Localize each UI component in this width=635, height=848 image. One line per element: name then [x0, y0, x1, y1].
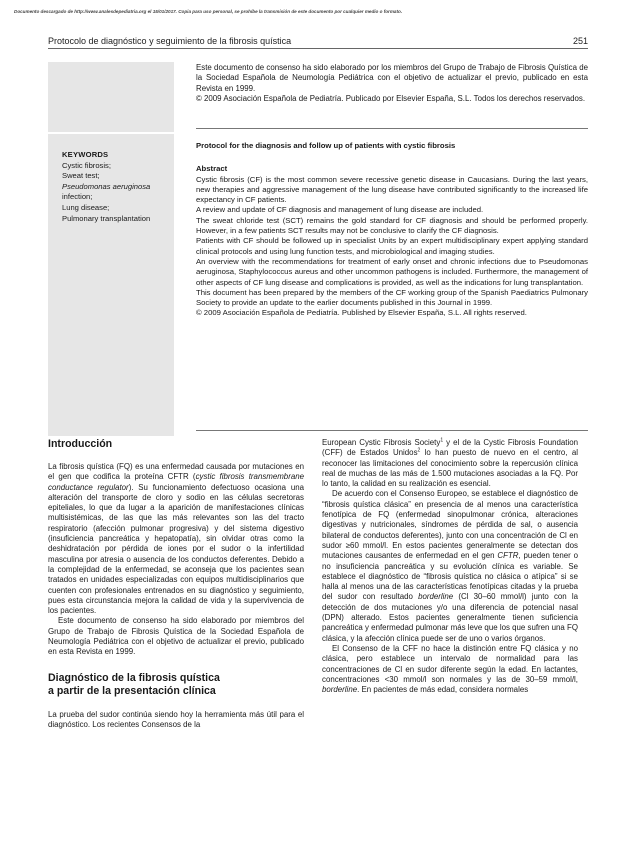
left-column	[48, 438, 304, 730]
right-column	[322, 438, 578, 695]
copyright-spanish: © 2009 Asociación Española de Pediatría. Publicado por Elsevier España, S.L. Todos los derechos reservados.	[196, 93, 586, 103]
abstract-label: Abstract	[196, 164, 228, 174]
keyword-item: Pulmonary transplantation	[62, 213, 151, 223]
header-rule	[48, 48, 588, 49]
abstract-paragraph: A review and update of CF diagnosis and management of lung disease are included.	[196, 205, 484, 215]
section-title-diagnosis: Diagnóstico de la fibrosis quística a partir de la presentación clínica	[48, 671, 220, 697]
abstract-separator	[196, 128, 588, 129]
keyword-item: Sweat test;	[62, 171, 100, 181]
download-notice: Documento descargado de http://www.analesdepediatria.org el 15/01/2017. Copia para uso personal, se prohíbe la transmisión de este documento por cualquier medio o formato.	[14, 9, 403, 14]
abstract-spanish	[196, 63, 588, 104]
copyright-english: © 2009 Asociación Española de Pediatría. Published by Elsevier España, S.L. All rights reserved.	[196, 308, 527, 318]
abstract-end-rule	[196, 430, 588, 431]
keywords-box	[62, 150, 162, 224]
keyword-item: Lung disease;	[62, 202, 110, 212]
intro-paragraph-1: La fibrosis quística (FQ) es una enfermedad causada por mutaciones en el gen que codifica la proteína CFTR (cystic fibrosis transmembrane conductance regulator). Su funcionamiento defectuoso ocasiona una alteración del transporte de cloro y sodio en las células secretoras epiteliales, lo que da lugar a la aparición de manifestaciones clínicas multisistémicas, de las que las más relevantes son las del tracto respiratorio (afección pulmonar progresiva) y del sistema digestivo (insuficiencia pancreática y hepatopatía), sin olvidar otras como la deshidratación por pérdida de iones por el sudor o la infertilidad masculina por atresia o ausencia de los conductos deferentes. Debido a la complejidad de la enfermedad, se aconseja que los pacientes sean tratados en unidades especializadas con equipos multidisciplinarios que cuenten con profesionales entrenados en su diagnóstico y seguimiento, pues esta circunstancia mejora la calidad de vida y la supervivencia de los pacientes.	[48, 462, 304, 616]
abstract-paragraph: Patients with CF should be followed up in specialist Units by an expert multidisciplinary expert applying standard clinical protocols and using lung function tests, and microbiological and imaging studies.	[196, 236, 588, 256]
page-number: 251	[572, 36, 588, 46]
abstract-spanish-text: Este documento de consenso ha sido elaborado por los miembros del Grupo de Trabajo de Fibrosis Quística de la Sociedad Española de Neumología Pediátrica con el objetivo de actualizar el previo, publicado en esta Revista en 1999.	[196, 63, 588, 93]
abstract-paragraph: This document has been prepared by the members of the CF working group of the Spanish Paediatrics Pulmonary Society to provide an update to the earlier documents published in this Journal in 1999.	[196, 287, 588, 308]
abstract-sidebar-top	[48, 62, 174, 132]
abstract-paragraph: Cystic fibrosis (CF) is the most common severe recessive genetic disease in Caucasians. During the last years, new therapies and aggressive management of the lung disease have contributed significantly to the increased life expectancy in CF patients.	[196, 174, 588, 205]
keyword-rest: infection;	[62, 192, 93, 202]
reference-1: 1	[440, 437, 444, 444]
english-title: Protocol for the diagnosis and follow up of patients with cystic fibrosis	[196, 141, 456, 150]
abstract-paragraph: An overview with the recommendations for treatment of early onset and chronic infections due to Pseudomonas aeruginosa, Staphylococcus aureus and other uncommon pathogens is included. Furthermore, the management of other aspects of CF lung disease and complications is provided, as well as the indications for lung transplantation.	[196, 256, 588, 287]
abstract-english	[196, 141, 588, 319]
body-paragraph: El Consenso de la CFF no hace la distinción entre FQ clásica y no clásica, pero establece un intervalo de normalidad para las concentraciones de Cl en sudor diferente según la edad. En lactantes, concentraciones <30 mmol/l son normales y las de 30–59 mmol/l, borderline. En pacientes de más edad, considera normales	[322, 643, 578, 695]
intro-paragraph-2: Este documento de consenso ha sido elaborado por miembros del Grupo de Trabajo de Fibrosis Quística de la Sociedad Española de Neumología Pediátrica con el objetivo de actualizar el previo, publicado en esta Revista en 1999.	[48, 616, 304, 657]
keyword-item: Cystic fibrosis;	[62, 160, 111, 170]
body-paragraph: European Cystic Fibrosis Society$^1$ y el de la Cystic Fibrosis Foundation (CFF) de Estados Unidos$^2$ lo han puesto de nuevo en el centro, al reconocer las limitaciones del conocimiento sobre la repercusión clínica real de muchas de las más de 1.500 mutaciones asociadas a la FQ. Por lo tanto, la calidad en su realización es esencial.	[322, 437, 578, 489]
diagnosis-paragraph: La prueba del sudor continúa siendo hoy la herramienta más útil para el diagnóstico. Los recientes Consensos de la	[48, 709, 304, 729]
keyword-item	[62, 182, 162, 203]
abstract-paragraph: The sweat chloride test (SCT) remains the gold standard for CF diagnosis and should be performed properly. However, in a few patients SCT results may not be conclusive to clarify the CF diagnosis.	[196, 215, 588, 236]
body-paragraph: De acuerdo con el Consenso Europeo, se establece el diagnóstico de “fibrosis quística clásica” en presencia de al menos una característica fenotípica de FQ (enfermedad sinopulmonar crónica, alteraciones digestivas y nutricionales, síndromes de pérdida de sal, o ausencia bilateral de conductos deferentes), junto con una concentración de Cl en sudor ≥60 mmol/l. En estos pacientes generalmente se detectan dos mutaciones causantes de enfermedad en el gen CFTR, pueden tener o no insuficiencia pancreática y su evolución clínica es variable. Se establece el diagnóstico de “fibrosis quística no clásica o atípica” si se halla al menos una de las características fenotípicas citadas y la prueba del sudor con resultado borderline (Cl 30–60 mmol/l) junto con la detección de dos mutaciones y/o una diferencia de potencial nasal (DPN) alterado. Estos pacientes generalmente tienen suficiencia pancreática y enfermedad pulmonar más leve que los que sufren una FQ clásica, y la afección clínica puede ser de uno o varios órganos.	[322, 489, 578, 643]
reference-2: 2	[417, 447, 421, 454]
keywords-title: KEYWORDS	[62, 150, 109, 159]
running-header	[48, 36, 588, 46]
section-title-intro: Introducción	[48, 438, 113, 450]
keyword-italic-part: Pseudomonas aeruginosa	[62, 181, 151, 191]
running-head-title: Protocolo de diagnóstico y seguimiento de la fibrosis quística	[48, 36, 292, 46]
